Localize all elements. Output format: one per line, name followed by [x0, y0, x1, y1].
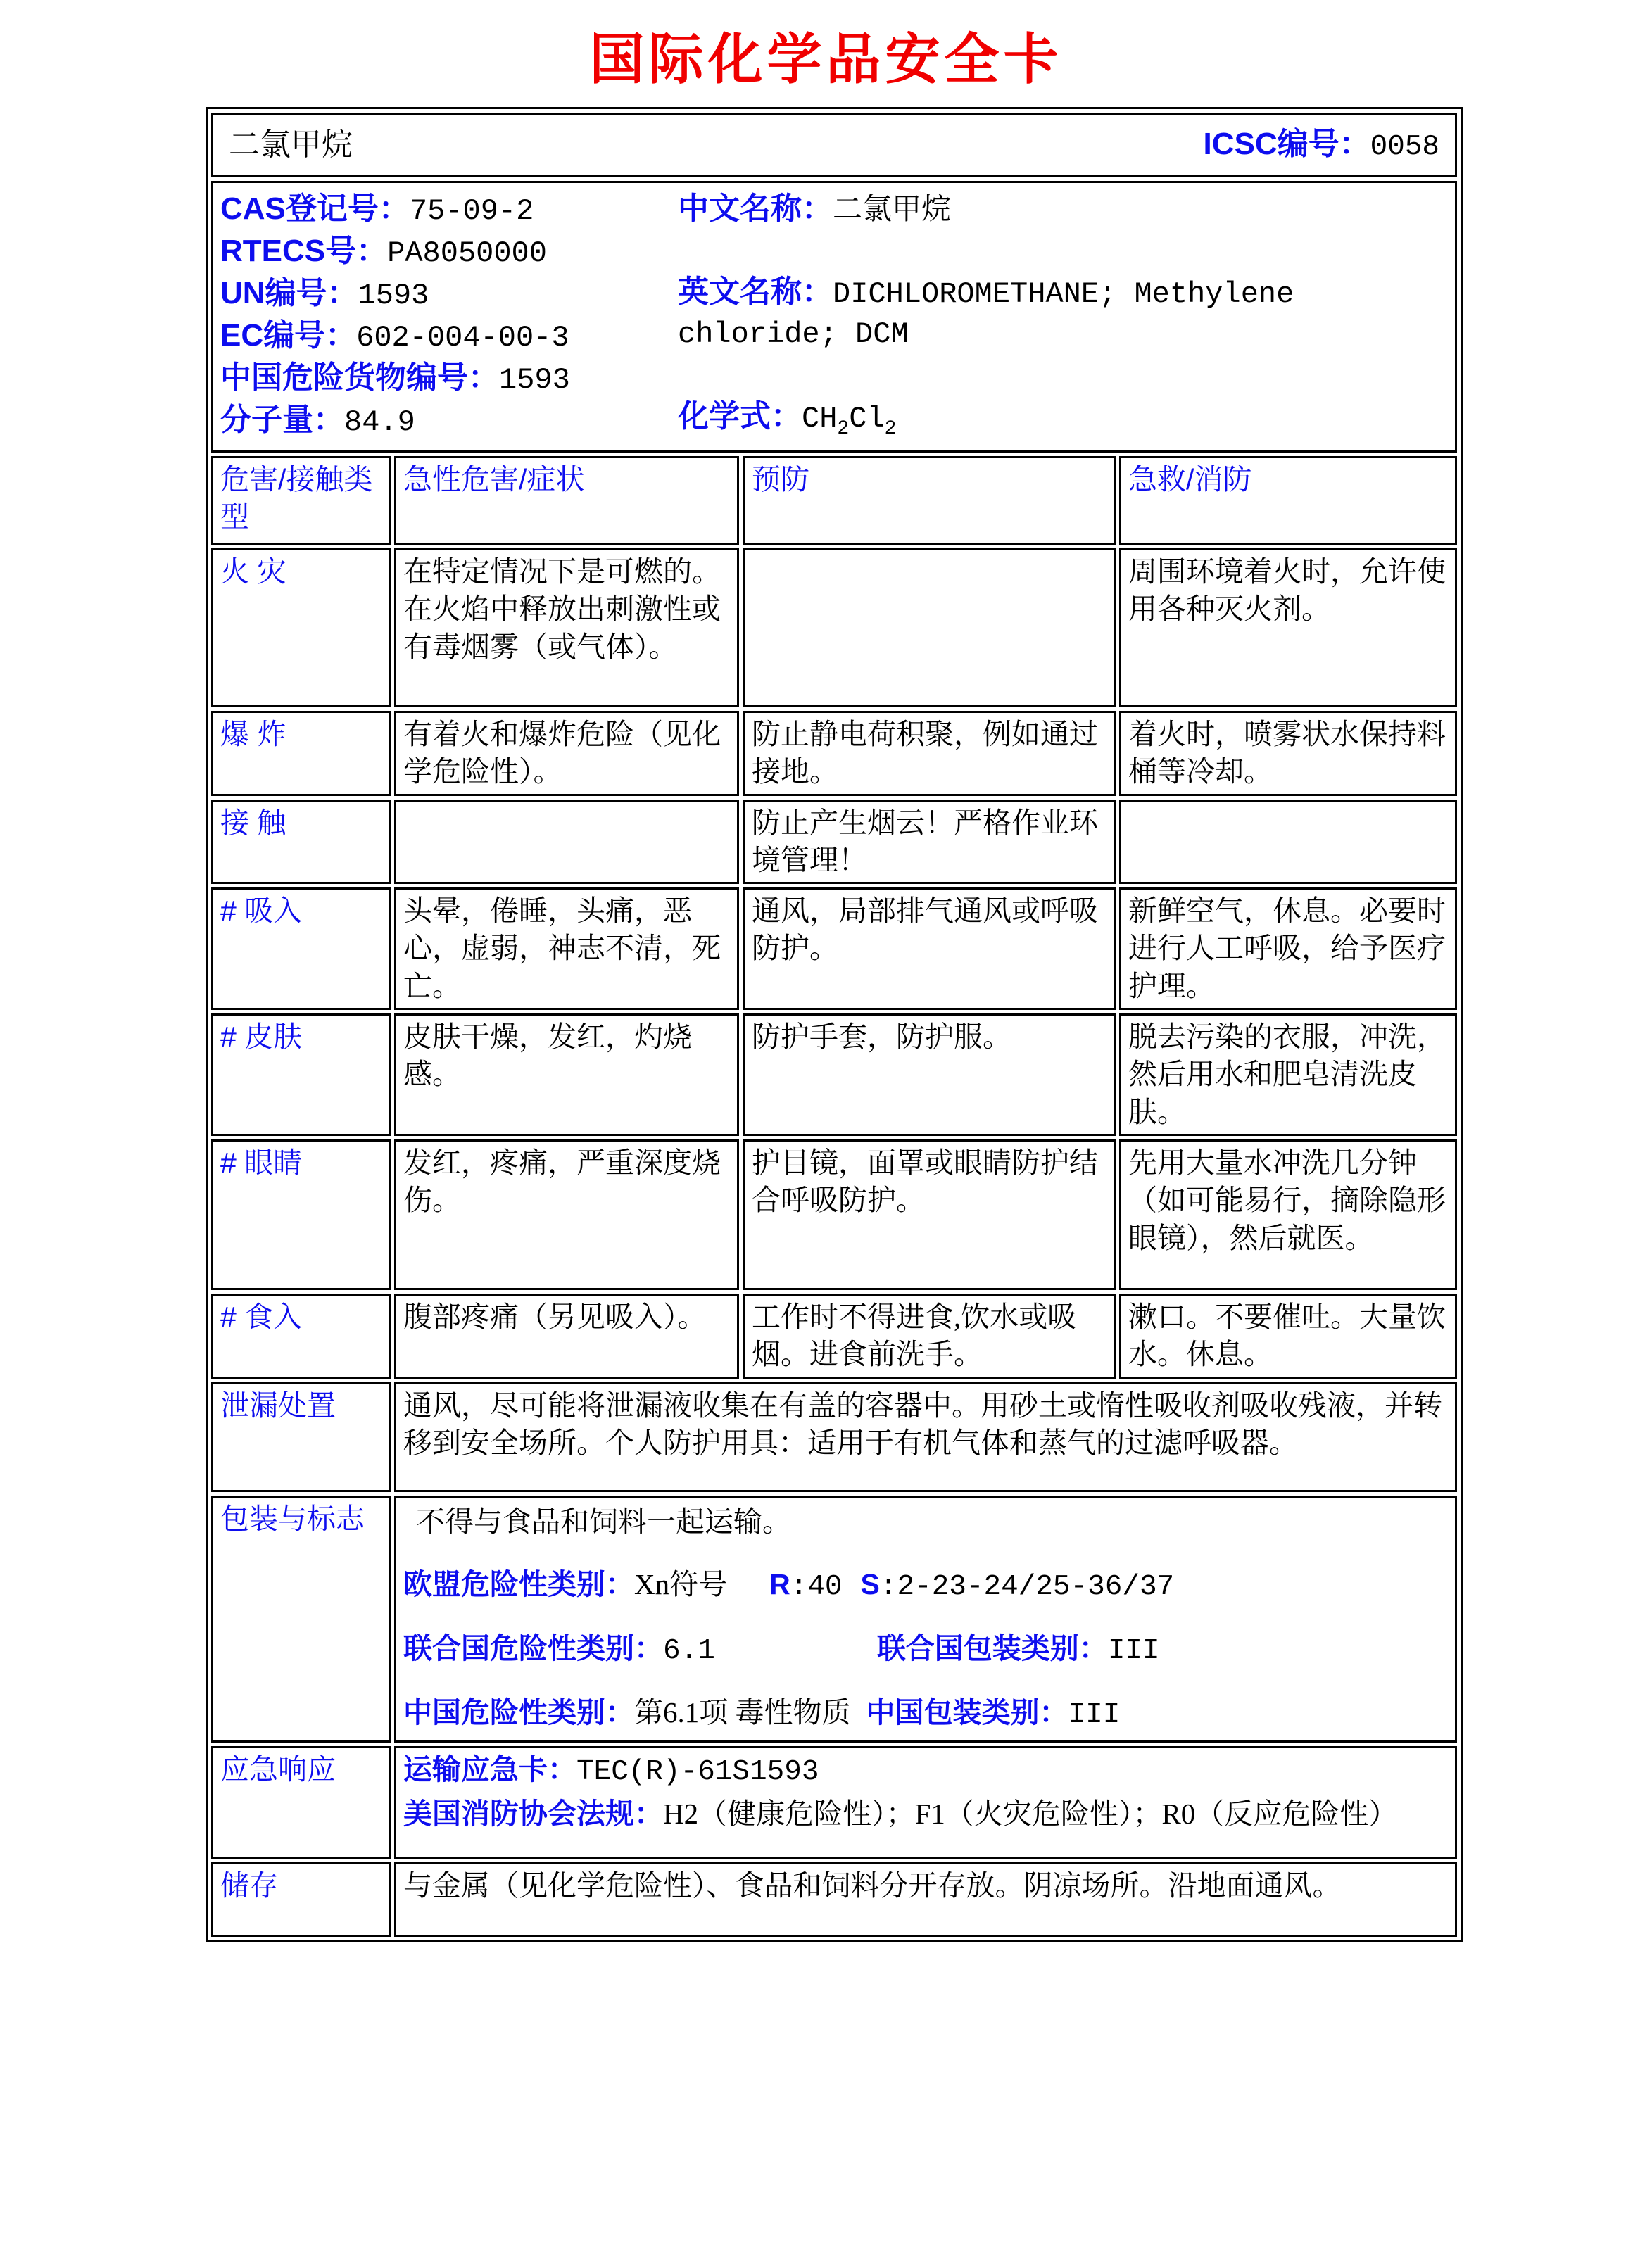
chinese-name-line: [678, 189, 1354, 229]
nfpa-label: 美国消防协会法规：: [403, 1797, 663, 1831]
formula-part: CH: [802, 401, 838, 436]
molecular-weight-value: 84.9: [344, 405, 415, 440]
cn-pack-value: III: [1068, 1699, 1121, 1732]
english-name-value: DICHLOROMETHANE; Methylene chloride; DCM: [678, 277, 1294, 351]
fire-hazards-cell: 在特定情况下是可燃的。在火焰中释放出刺激性或有毒烟雾（或气体）。: [394, 548, 739, 707]
tec-card-value: TEC(R)-61S1593: [576, 1755, 819, 1788]
tec-card-label: 运输应急卡：: [403, 1752, 576, 1786]
s-phrase-label: S: [860, 1567, 880, 1600]
cas-number-line: [220, 189, 678, 231]
cas-number-value: 75-09-2: [409, 194, 534, 228]
cn-pack-label: 中国包装类别：: [866, 1696, 1068, 1729]
row-label-emergency: 应急响应: [211, 1746, 391, 1859]
un-number-line: [220, 273, 678, 315]
emergency-content-cell: [394, 1746, 1457, 1859]
packaging-note: 不得与食品和饲料一起运输。: [416, 1505, 791, 1538]
row-label-ingestion: # 食入: [211, 1294, 391, 1379]
row-label-packaging: 包装与标志: [211, 1496, 391, 1743]
row-label-skin: # 皮肤: [211, 1013, 391, 1136]
page-title: 国际化学品安全卡: [589, 28, 1063, 90]
eyes-response-cell: 先用大量水冲洗几分钟（如可能易行，摘除隐形眼镜），然后就医。: [1119, 1139, 1457, 1290]
china-dg-number-value: 1593: [499, 363, 570, 398]
un-classification-line: [403, 1630, 1448, 1670]
section-row-emergency: [211, 1746, 1457, 1859]
eu-classification-line: [403, 1566, 1448, 1606]
eu-class-value: Xn符号: [634, 1567, 728, 1600]
chinese-name-value: 二氯甲烷: [833, 194, 952, 226]
row-label-spillage: 泄漏处置: [211, 1382, 391, 1492]
inhalation-hazards-cell: 头晕，倦睡，头痛，恶心，虚弱，神志不清，死亡。: [394, 887, 739, 1010]
column-header-hazard-type: 危害/接触类型: [211, 456, 391, 545]
section-row-spillage: [211, 1382, 1457, 1492]
row-label-explosion: 爆 炸: [211, 711, 391, 796]
ec-number-line: [220, 315, 678, 358]
chemical-formula-label: 化学式：: [678, 398, 802, 434]
cn-classification-line: [403, 1694, 1448, 1734]
column-header-first-aid: 急救/消防: [1119, 456, 1457, 545]
r-phrase-label: R: [769, 1567, 790, 1600]
identification-left-column: [220, 186, 678, 448]
explosion-hazards-cell: 有着火和爆炸危险（见化学危险性）。: [394, 711, 739, 796]
hazard-row-fire: [211, 548, 1457, 707]
molecular-weight-label: 分子量：: [220, 403, 344, 438]
un-pack-value: III: [1107, 1635, 1160, 1668]
ingestion-hazards-cell: 腹部疼痛（另见吸入）。: [394, 1294, 739, 1379]
column-header-prevention: 预防: [743, 456, 1116, 545]
ingestion-prevention-cell: 工作时不得进食,饮水或吸烟。进食前洗手。: [743, 1294, 1116, 1379]
card-header-cell: [211, 113, 1457, 177]
storage-text-cell: 与金属（见化学危险性）、食品和饲料分开存放。阴凉场所。沿地面通风。: [394, 1862, 1457, 1937]
english-name-label: 英文名称：: [678, 274, 833, 309]
hazard-row-explosion: [211, 711, 1457, 796]
section-row-storage: [211, 1862, 1457, 1937]
row-label-exposure: 接 触: [211, 800, 391, 885]
un-number-label: UN编号：: [220, 276, 358, 311]
s-phrase-value: :2-23-24/25-36/37: [879, 1570, 1175, 1603]
un-number-value: 1593: [358, 279, 429, 313]
hazard-row-skin: [211, 1013, 1457, 1136]
explosion-response-cell: 着火时，喷雾状水保持料桶等冷却。: [1119, 711, 1457, 796]
r-phrase-value: :40: [790, 1570, 843, 1603]
icsc-number-group: [1204, 124, 1440, 166]
identification-row: [211, 181, 1457, 453]
formula-part: Cl: [849, 401, 885, 436]
un-class-value: 6.1: [663, 1635, 715, 1668]
chemical-formula-line: [678, 396, 1354, 442]
formula-subscript: 2: [837, 417, 850, 440]
exposure-response-cell: [1119, 800, 1457, 885]
packaging-content-cell: [394, 1496, 1457, 1743]
cn-class-value: 第6.1项 毒性物质: [634, 1696, 851, 1729]
fire-response-cell: 周围环境着火时，允许使用各种灭火剂。: [1119, 548, 1457, 707]
hazard-table-header-row: [211, 456, 1457, 545]
rtecs-number-line: [220, 231, 678, 273]
chinese-name-label: 中文名称：: [678, 191, 833, 226]
identification-cell: [211, 181, 1457, 453]
formula-subscript: 2: [884, 417, 897, 440]
icsc-number-label: ICSC编号：: [1203, 126, 1370, 161]
rtecs-number-value: PA8050000: [387, 236, 547, 271]
icsc-number-value: 0058: [1370, 130, 1440, 163]
skin-response-cell: 脱去污染的衣服，冲洗，然后用水和肥皂清洗皮肤。: [1119, 1013, 1457, 1136]
row-label-fire: 火 灾: [211, 548, 391, 707]
china-dg-number-line: [220, 358, 678, 400]
cas-number-label: CAS登记号：: [220, 191, 410, 226]
ec-number-value: 602-004-00-3: [356, 321, 569, 355]
row-label-eyes: # 眼睛: [211, 1139, 391, 1290]
spillage-text-cell: 通风，尽可能将泄漏液收集在有盖的容器中。用砂土或惰性吸收剂吸收残液，并转移到安全场所。个人防护用具：适用于有机气体和蒸气的过滤呼吸器。: [394, 1382, 1457, 1492]
card-header-row: [211, 113, 1457, 177]
hazard-row-eyes: [211, 1139, 1457, 1290]
inhalation-response-cell: 新鲜空气，休息。必要时进行人工呼吸，给予医疗护理。: [1119, 887, 1457, 1010]
icsc-card-table: [206, 107, 1463, 1942]
hazard-row-exposure: [211, 800, 1457, 885]
inhalation-prevention-cell: 通风，局部排气通风或呼吸防护。: [743, 887, 1116, 1010]
un-class-label: 联合国危险性类别：: [403, 1632, 663, 1665]
column-header-acute-hazards: 急性危害/症状: [394, 456, 739, 545]
un-pack-label: 联合国包装类别：: [876, 1632, 1108, 1665]
identification-right-column: [678, 186, 1354, 448]
hazard-row-ingestion: [211, 1294, 1457, 1379]
china-dg-number-label: 中国危险货物编号：: [220, 360, 499, 396]
eyes-prevention-cell: 护目镜，面罩或眼睛防护结合呼吸防护。: [743, 1139, 1116, 1290]
hazard-row-inhalation: [211, 887, 1457, 1010]
substance-name: 二氯甲烷: [229, 127, 353, 163]
eyes-hazards-cell: 发红，疼痛，严重深度烧伤。: [394, 1139, 739, 1290]
ec-number-label: EC编号：: [220, 318, 357, 353]
english-name-line: [678, 272, 1354, 353]
row-label-storage: 储存: [211, 1862, 391, 1937]
section-row-packaging: [211, 1496, 1457, 1743]
nfpa-value: H2（健康危险性）；F1（火灾危险性）；R0（反应危险性）: [663, 1797, 1398, 1831]
nfpa-line: [403, 1795, 1448, 1833]
molecular-weight-line: [220, 400, 678, 442]
fire-prevention-cell: [743, 548, 1116, 707]
eu-class-label: 欧盟危险性类别：: [403, 1567, 634, 1600]
skin-prevention-cell: 防护手套，防护服。: [743, 1013, 1116, 1136]
rtecs-number-label: RTECS号：: [220, 234, 388, 269]
row-label-inhalation: # 吸入: [211, 887, 391, 1010]
skin-hazards-cell: 皮肤干燥，发红，灼烧感。: [394, 1013, 739, 1136]
ingestion-response-cell: 漱口。不要催吐。大量饮水。休息。: [1119, 1294, 1457, 1379]
tec-card-line: [403, 1751, 1448, 1791]
explosion-prevention-cell: 防止静电荷积聚，例如通过接地。: [743, 711, 1116, 796]
cn-class-label: 中国危险性类别：: [403, 1696, 634, 1729]
exposure-hazards-cell: [394, 800, 739, 885]
exposure-prevention-cell: 防止产生烟云！严格作业环境管理！: [743, 800, 1116, 885]
